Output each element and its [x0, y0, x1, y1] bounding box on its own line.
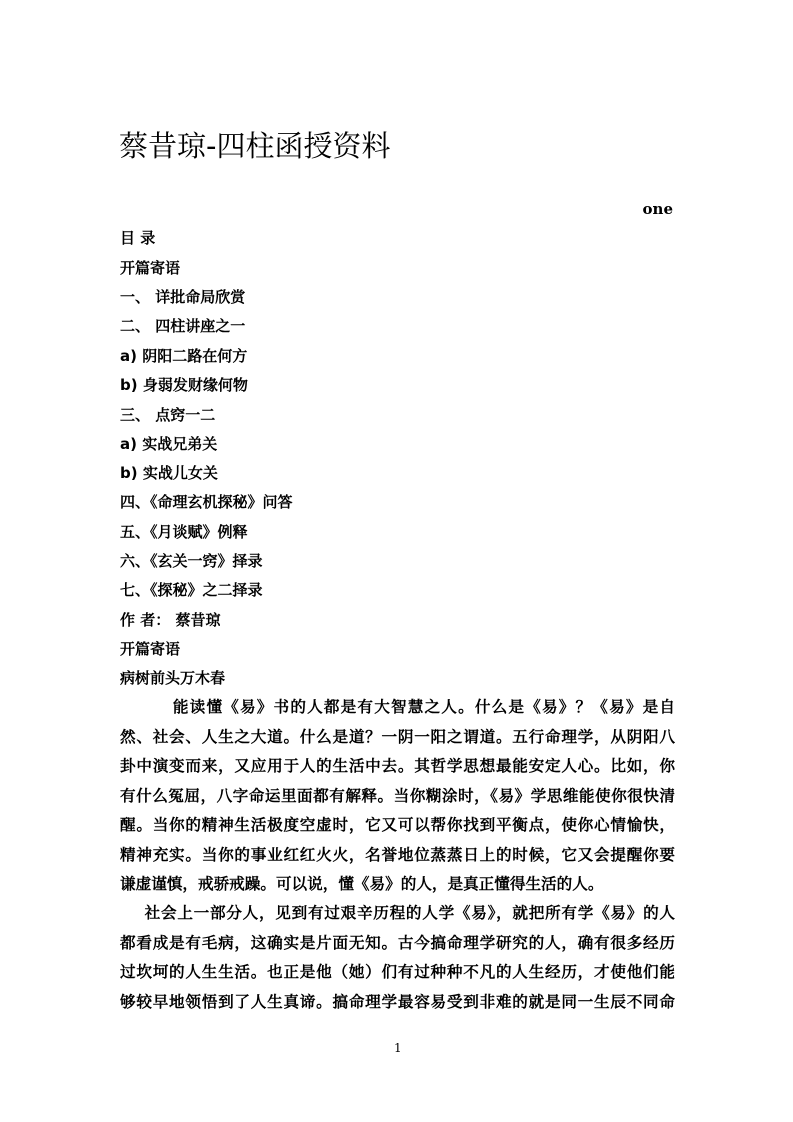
paragraph-1 — [120, 693, 675, 900]
paragraph-line: 醒。当你的精神生活极度空虚时，它又可以帮你找到平衡点，使你心情愉快， — [120, 816, 675, 834]
toc-item: 五、《月谈赋》例释 — [120, 523, 248, 541]
toc-item: 一、 详批命局欣赏 — [120, 288, 246, 306]
paragraph-line: 过坎坷的人生生活。也正是他（她）们有过种种不凡的人生经历，才使他们能 — [120, 963, 675, 981]
paragraph-line: 有什么冤屈，八字命运里面都有解释。当你糊涂时，《易》学思维能使你很快清 — [120, 786, 675, 805]
top-right-label: one — [642, 200, 673, 218]
paragraph-line: 够较早地领悟到了人生真谛。搞命理学最容易受到非难的就是同一生辰不同命 — [120, 992, 675, 1011]
author-line: 作 者： 蔡昔琼 — [120, 611, 221, 629]
paragraph-line: 精神充实。当你的事业红红火火，名誉地位蒸蒸日上的时候，它又会提醒你要 — [120, 845, 675, 864]
toc-item: a) 阴阳二路在何方 — [120, 347, 248, 365]
toc-item: 二、 四柱讲座之一 — [120, 317, 246, 335]
section-subheading: 病树前头万木春 — [120, 669, 226, 687]
paragraph-line: 都看成是有毛病，这确实是片面无知。古今搞命理学研究的人，确有很多经历 — [120, 933, 675, 952]
toc-item: 四、《命理玄机探秘》问答 — [120, 493, 293, 511]
paragraph-2 — [120, 899, 675, 1017]
document-title: 蔡昔琼-四柱函授资料 — [119, 129, 391, 163]
toc-item: b) 实战儿女关 — [120, 464, 218, 482]
toc-item: a) 实战兄弟关 — [120, 435, 218, 453]
page-number: 1 — [394, 1041, 402, 1055]
section-heading: 开篇寄语 — [120, 640, 181, 658]
toc-item: 三、 点窍一二 — [120, 406, 216, 424]
paragraph-line: 然、社会、人生之大道。什么是道？一阴一阳之谓道。五行命理学，从阴阳八 — [120, 727, 675, 746]
paragraph-line: 卦中演变而来，又应用于人的生活中去。其哲学思想最能安定人心。比如，你 — [120, 757, 675, 775]
toc-item: 开篇寄语 — [120, 259, 181, 277]
toc-item: 六、《玄关一窍》择录 — [120, 552, 263, 570]
toc-item: 七、《探秘》之二择录 — [120, 581, 263, 599]
paragraph-line: 能读懂《易》书的人都是有大智慧之人。什么是《易》？《易》是自 — [120, 698, 675, 716]
toc-heading: 目 录 — [120, 229, 156, 247]
toc-item: b) 身弱发财缘何物 — [120, 376, 248, 394]
paragraph-line: 谦虚谨慎，戒骄戒躁。可以说，懂《易》的人，是真正懂得生活的人。 — [120, 875, 604, 893]
paragraph-line: 社会上一部分人，见到有过艰辛历程的人学《易》，就把所有学《易》的人 — [120, 904, 675, 922]
